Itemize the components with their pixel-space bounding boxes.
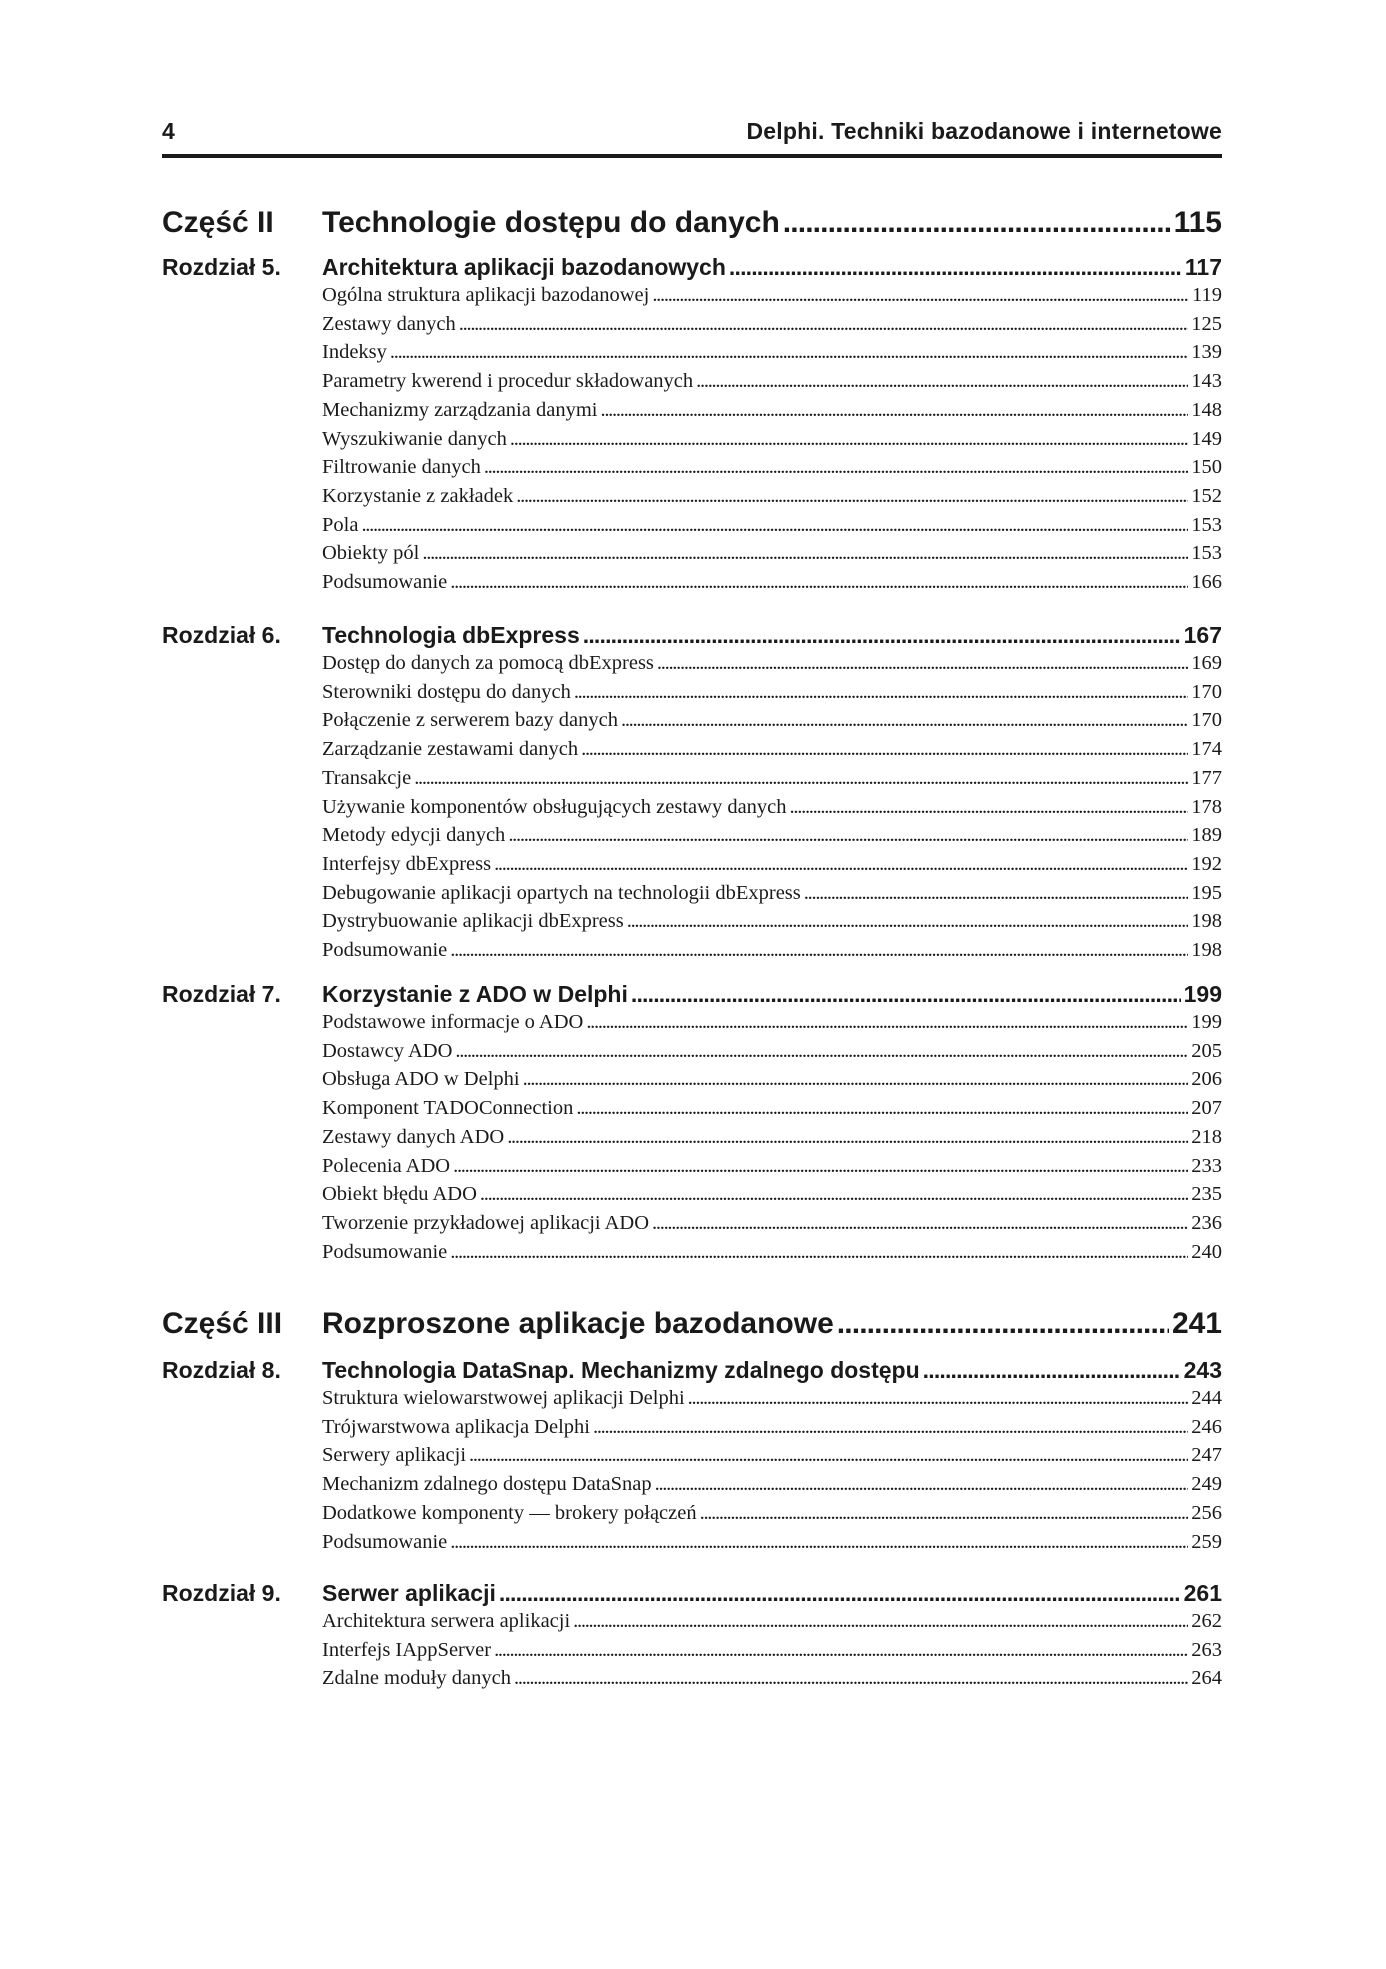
chapter-title: Technologia dbExpress (322, 622, 580, 648)
section-entry (322, 514, 1222, 543)
section-leader-dots (450, 1531, 1188, 1554)
chapter-label: Rozdział 6. (162, 622, 281, 648)
part-title: Rozproszone aplikacje bazodanowe (322, 1307, 834, 1340)
section-entry (322, 1011, 1222, 1040)
section-title: Serwery aplikacji (322, 1444, 467, 1467)
section-leader-dots (422, 542, 1188, 565)
section-page-number: 218 (1191, 1125, 1222, 1148)
chapter-title-line (322, 622, 1222, 649)
section-page-number: 236 (1191, 1211, 1222, 1234)
section-entry (322, 485, 1222, 514)
section-entry (322, 853, 1222, 882)
section-page-number: 119 (1192, 284, 1222, 306)
running-title: Delphi. Techniki bazodanowe i internetowe (746, 118, 1222, 144)
section-title: Pola (322, 513, 359, 536)
section-leader-dots (516, 485, 1188, 508)
section-title: Dodatkowe komponenty — brokery połączeń (322, 1501, 697, 1524)
section-page-number: 247 (1191, 1444, 1222, 1467)
section-leader-dots (480, 1183, 1188, 1206)
section-page-number: 170 (1191, 709, 1222, 732)
section-title: Komponent TADOConnection (322, 1097, 574, 1120)
section-page-number: 153 (1191, 513, 1222, 536)
section-entry (322, 1387, 1222, 1416)
chapter-page-number: 199 (1183, 981, 1222, 1007)
section-page-number: 235 (1191, 1183, 1222, 1206)
section-title: Podsumowanie (322, 1530, 448, 1553)
chapter-heading (162, 1357, 1222, 1387)
section-title: Tworzenie przykładowej aplikacji ADO (322, 1211, 650, 1234)
section-entry (322, 1155, 1222, 1184)
section-title: Interfejs IAppServer (322, 1638, 492, 1661)
section-title: Sterowniki dostępu do danych (322, 680, 571, 703)
chapter-title: Technologia DataSnap. Mechanizmy zdalnego dostępu (322, 1357, 920, 1383)
section-page-number: 207 (1191, 1097, 1222, 1120)
section-entry (322, 1444, 1222, 1473)
section-page-number: 152 (1191, 484, 1222, 507)
part-leader-dots (837, 1307, 1169, 1341)
chapter-page-number: 261 (1183, 1580, 1222, 1606)
section-page-number: 125 (1191, 312, 1222, 335)
section-entry (322, 1097, 1222, 1126)
section-page-number: 259 (1191, 1530, 1222, 1553)
section-page-number: 199 (1191, 1011, 1222, 1033)
chapter-label: Rozdział 7. (162, 981, 281, 1007)
section-page-number: 195 (1191, 881, 1222, 904)
section-page-number: 240 (1191, 1240, 1222, 1263)
section-leader-dots (696, 370, 1188, 393)
section-page-number: 153 (1191, 542, 1222, 565)
section-page-number: 174 (1191, 738, 1222, 761)
section-leader-dots (581, 738, 1188, 761)
section-page-number: 150 (1191, 456, 1222, 479)
section-page-number: 178 (1191, 795, 1222, 818)
section-title: Podstawowe informacje o ADO (322, 1011, 584, 1033)
section-entry (322, 1473, 1222, 1502)
section-page-number: 256 (1191, 1501, 1222, 1524)
section-title: Parametry kwerend i procedur składowanych (322, 370, 694, 393)
section-entry (322, 796, 1222, 825)
section-entry (322, 1610, 1222, 1639)
section-leader-dots (507, 1126, 1188, 1149)
section-title: Zdalne moduły danych (322, 1667, 512, 1690)
section-leader-dots (414, 767, 1188, 790)
section-page-number: 198 (1191, 910, 1222, 933)
section-entry (322, 709, 1222, 738)
section-entry (322, 1068, 1222, 1097)
section-page-number: 177 (1191, 766, 1222, 789)
section-entry (322, 370, 1222, 399)
chapter-heading (162, 981, 1222, 1011)
section-entry (322, 1040, 1222, 1069)
section-leader-dots (652, 1212, 1188, 1235)
section-page-number: 205 (1191, 1039, 1222, 1062)
section-leader-dots (494, 853, 1188, 876)
chapter-label: Rozdział 5. (162, 254, 281, 280)
chapter-page-number: 167 (1183, 622, 1222, 648)
section-title: Obsługa ADO w Delphi (322, 1068, 520, 1091)
section-title: Podsumowanie (322, 939, 448, 961)
section-leader-dots (361, 514, 1188, 537)
section-page-number: 170 (1191, 680, 1222, 703)
section-leader-dots (621, 709, 1188, 732)
section-title: Transakcje (322, 766, 412, 789)
section-leader-dots (790, 796, 1189, 819)
part-label: Część II (162, 206, 274, 239)
section-entry (322, 428, 1222, 457)
section-title: Używanie komponentów obsługujących zestawy danych (322, 795, 787, 818)
page-number: 4 (162, 118, 175, 144)
section-entry (322, 1126, 1222, 1155)
section-title: Trójwarstwowa aplikacja Delphi (322, 1415, 590, 1438)
section-page-number: 206 (1191, 1068, 1222, 1091)
section-leader-dots (453, 1155, 1188, 1178)
section-entry (322, 399, 1222, 428)
chapter-title-line (322, 981, 1222, 1008)
section-leader-dots (688, 1387, 1189, 1410)
section-title: Korzystanie z zakładek (322, 484, 514, 507)
chapter-title-line (322, 254, 1222, 281)
section-leader-dots (508, 824, 1188, 847)
section-title: Obiekty pól (322, 542, 420, 565)
part-page-number: 241 (1171, 1307, 1222, 1340)
chapter-leader-dots (583, 622, 1181, 649)
section-leader-dots (450, 939, 1188, 962)
section-leader-dots (700, 1502, 1189, 1525)
section-entry (322, 1241, 1222, 1270)
chapter-leader-dots (631, 981, 1181, 1008)
section-page-number: 139 (1191, 341, 1222, 364)
chapter-title: Serwer aplikacji (322, 1580, 496, 1606)
section-title: Wyszukiwanie danych (322, 427, 507, 450)
part-leader-dots (783, 206, 1171, 240)
section-leader-dots (390, 341, 1188, 364)
section-title: Filtrowanie danych (322, 456, 481, 479)
section-leader-dots (627, 910, 1189, 933)
section-title: Podsumowanie (322, 1240, 448, 1263)
section-page-number: 189 (1191, 824, 1222, 847)
section-page-number: 246 (1191, 1415, 1222, 1438)
section-title: Zestawy danych ADO (322, 1125, 505, 1148)
section-page-number: 169 (1191, 652, 1222, 674)
section-entry (322, 542, 1222, 571)
chapter-title: Architektura aplikacji bazodanowych (322, 254, 726, 280)
section-page-number: 166 (1191, 571, 1222, 593)
section-page-number: 233 (1191, 1154, 1222, 1177)
section-title: Mechanizm zdalnego dostępu DataSnap (322, 1473, 652, 1496)
section-title: Dostawcy ADO (322, 1039, 453, 1062)
section-page-number: 149 (1191, 427, 1222, 450)
section-leader-dots (574, 681, 1188, 704)
section-leader-dots (573, 1610, 1188, 1633)
section-entry (322, 1502, 1222, 1531)
section-title: Dystrybuowanie aplikacji dbExpress (322, 910, 624, 933)
section-entry (322, 824, 1222, 853)
section-title: Obiekt błędu ADO (322, 1183, 477, 1206)
section-leader-dots (494, 1639, 1188, 1662)
section-entry (322, 681, 1222, 710)
section-title: Polecenia ADO (322, 1154, 451, 1177)
section-title: Dostęp do danych za pomocą dbExpress (322, 652, 654, 674)
section-page-number: 262 (1191, 1610, 1222, 1632)
section-leader-dots (484, 456, 1188, 479)
section-leader-dots (593, 1416, 1188, 1439)
section-entry (322, 882, 1222, 911)
section-entry (322, 571, 1222, 600)
part-heading (162, 1307, 1222, 1347)
section-page-number: 198 (1191, 939, 1222, 961)
section-entry (322, 1531, 1222, 1560)
section-title: Struktura wielowarstwowej aplikacji Delphi (322, 1387, 685, 1409)
section-page-number: 148 (1191, 398, 1222, 421)
section-title: Połączenie z serwerem bazy danych (322, 709, 618, 732)
part-title-line (322, 206, 1222, 240)
chapter-page-number: 243 (1183, 1357, 1222, 1383)
part-title-line (322, 1307, 1222, 1341)
section-entry (322, 1416, 1222, 1445)
chapter-leader-dots (923, 1357, 1181, 1384)
section-leader-dots (450, 571, 1188, 594)
section-page-number: 264 (1191, 1667, 1222, 1690)
section-leader-dots (600, 399, 1188, 422)
section-leader-dots (510, 428, 1188, 451)
section-page-number: 143 (1191, 370, 1222, 393)
section-entry (322, 1639, 1222, 1668)
section-entry (322, 939, 1222, 968)
page-header (162, 118, 1222, 158)
chapter-label: Rozdział 9. (162, 1580, 281, 1606)
section-entry (322, 456, 1222, 485)
section-page-number: 263 (1191, 1638, 1222, 1661)
section-leader-dots (459, 313, 1188, 336)
chapter-leader-dots (729, 254, 1182, 281)
section-leader-dots (523, 1068, 1189, 1091)
section-page-number: 192 (1191, 852, 1222, 875)
section-entry (322, 1183, 1222, 1212)
section-leader-dots (804, 882, 1188, 905)
section-title: Indeksy (322, 341, 387, 364)
section-entry (322, 313, 1222, 342)
section-entry (322, 341, 1222, 370)
chapter-label: Rozdział 8. (162, 1357, 281, 1383)
section-entry (322, 1212, 1222, 1241)
section-title: Metody edycji danych (322, 824, 506, 847)
part-label: Część III (162, 1307, 283, 1340)
section-leader-dots (469, 1444, 1188, 1467)
section-entry (322, 738, 1222, 767)
section-leader-dots (657, 652, 1188, 675)
section-leader-dots (450, 1241, 1188, 1264)
section-title: Podsumowanie (322, 571, 448, 593)
section-title: Interfejsy dbExpress (322, 852, 492, 875)
section-title: Architektura serwera aplikacji (322, 1610, 571, 1632)
part-page-number: 115 (1173, 206, 1222, 239)
section-page-number: 249 (1191, 1473, 1222, 1496)
section-leader-dots (514, 1667, 1188, 1690)
section-entry (322, 652, 1222, 681)
section-title: Zestawy danych (322, 312, 456, 335)
section-entry (322, 284, 1222, 313)
section-entry (322, 767, 1222, 796)
section-title: Mechanizmy zarządzania danymi (322, 398, 598, 421)
section-title: Ogólna struktura aplikacji bazodanowej (322, 284, 650, 306)
section-leader-dots (652, 284, 1189, 307)
section-title: Zarządzanie zestawami danych (322, 738, 579, 761)
section-entry (322, 910, 1222, 939)
chapter-title-line (322, 1580, 1222, 1607)
chapter-heading (162, 1580, 1222, 1610)
section-leader-dots (455, 1040, 1188, 1063)
section-title: Debugowanie aplikacji opartych na technologii dbExpress (322, 881, 801, 904)
section-leader-dots (586, 1011, 1188, 1034)
section-entry (322, 1667, 1222, 1696)
chapter-title-line (322, 1357, 1222, 1384)
chapter-title: Korzystanie z ADO w Delphi (322, 981, 628, 1007)
chapter-leader-dots (499, 1580, 1181, 1607)
section-page-number: 244 (1191, 1387, 1222, 1409)
chapter-page-number: 117 (1184, 254, 1222, 280)
section-leader-dots (576, 1097, 1188, 1120)
chapter-heading (162, 622, 1222, 652)
part-title: Technologie dostępu do danych (322, 206, 780, 239)
section-leader-dots (655, 1473, 1189, 1496)
part-heading (162, 206, 1222, 246)
chapter-heading (162, 254, 1222, 284)
